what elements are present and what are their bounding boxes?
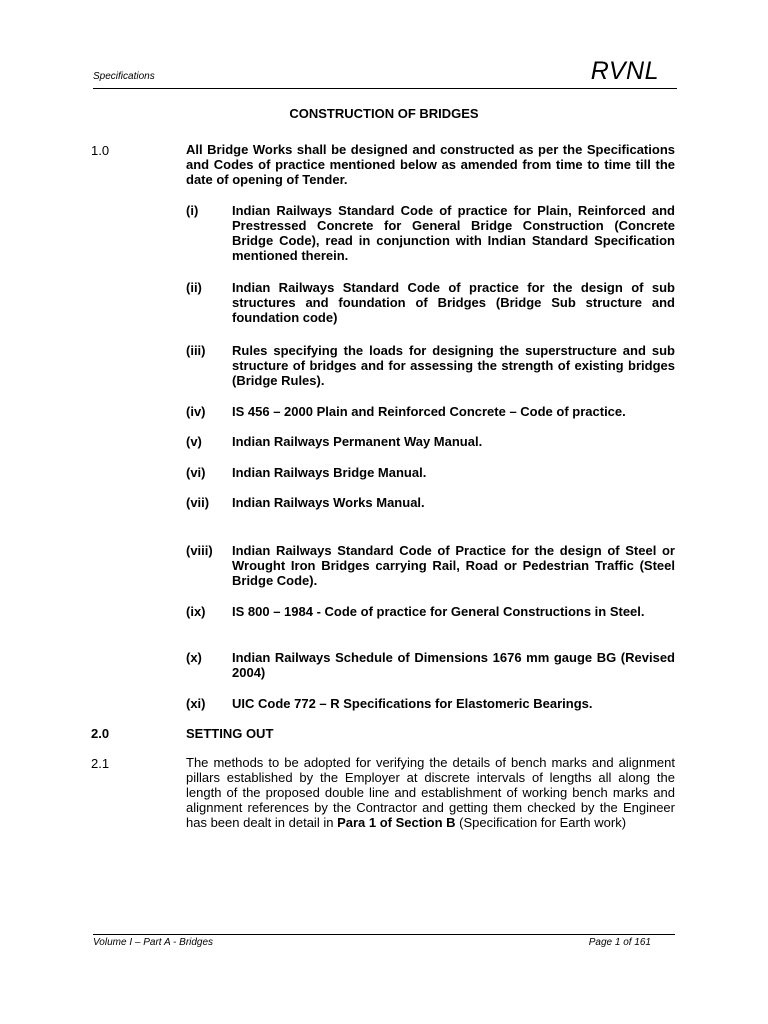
list-item-text: Indian Railways Standard Code of practice for Plain, Reinforced and Prestressed Concrete for General Bridge Construction (Concrete Bridge Code), read in conjunction with Indian Standard Specification mentioned therein. — [232, 203, 675, 263]
list-item-text: Indian Railways Permanent Way Manual. — [232, 434, 483, 449]
list-item-number: (i) — [186, 203, 199, 218]
list-item-text: Indian Railways Works Manual. — [232, 495, 425, 510]
page-header — [93, 56, 677, 89]
footer-volume-label: Volume I – Part A - Bridges — [93, 937, 214, 948]
list-item-text: UIC Code 772 – R Specifications for Elastomeric Bearings. — [232, 696, 593, 711]
list-item-number: (viii) — [186, 543, 213, 558]
list-item-text: IS 456 – 2000 Plain and Reinforced Concrete – Code of practice. — [232, 404, 626, 419]
footer-page-number: Page 1 of 161 — [588, 937, 651, 948]
list-item-number: (xi) — [186, 696, 206, 711]
page-footer — [93, 934, 675, 948]
list-item-number: (iii) — [186, 343, 206, 358]
section-2-1-reference: Para 1 of Section B — [337, 815, 456, 830]
list-item-text: Indian Railways Standard Code of Practice for the design of Steel or Wrought Iron Bridges carrying Rail, Road or Pedestrian Traffic (Steel Bridge Code). — [232, 543, 675, 588]
section-2-1-number: 2.1 — [91, 756, 110, 771]
list-item-number: (v) — [186, 434, 202, 449]
header-logo-text: RVNL — [590, 57, 659, 85]
section-2-1-body — [186, 755, 675, 830]
list-item-number: (vii) — [186, 495, 210, 510]
list-item-text: Indian Railways Schedule of Dimensions 1676 mm gauge BG (Revised 2004) — [232, 650, 675, 680]
document-title: CONSTRUCTION OF BRIDGES — [289, 106, 479, 121]
list-item-text: Indian Railways Bridge Manual. — [232, 465, 427, 480]
list-item-number: (vi) — [186, 465, 206, 480]
section-2-heading: SETTING OUT — [186, 726, 274, 741]
section-2-1-text: The methods to be adopted for verifying the details of bench marks and alignment pillars established by the Employer at discrete intervals of lengths all along the length of the proposed double line and establishment of working bench marks and alignment references by the Contractor and getting them checked by the Engineer has been dealt in detail in — [186, 755, 675, 830]
list-item-number: (ii) — [186, 280, 202, 295]
list-item-number: (ix) — [186, 604, 206, 619]
header-section-label: Specifications — [93, 71, 155, 82]
section-2-number: 2.0 — [91, 726, 110, 741]
list-item-number: (iv) — [186, 404, 206, 419]
list-item-text: Indian Railways Standard Code of practice for the design of sub structures and foundation of Bridges (Bridge Sub structure and foundation code) — [232, 280, 675, 325]
list-item-text: Rules specifying the loads for designing the superstructure and sub structure of bridges and for assessing the strength of existing bridges (Bridge Rules). — [232, 343, 675, 388]
section-1-number: 1.0 — [91, 143, 110, 158]
list-item-number: (x) — [186, 650, 202, 665]
section-1-intro: All Bridge Works shall be designed and constructed as per the Specifications and Codes of practice mentioned below as amended from time to time till the date of opening of Tender. — [186, 142, 675, 187]
section-2-1-text-end: (Specification for Earth work) — [455, 815, 627, 830]
list-item-text: IS 800 – 1984 - Code of practice for General Constructions in Steel. — [232, 604, 645, 619]
